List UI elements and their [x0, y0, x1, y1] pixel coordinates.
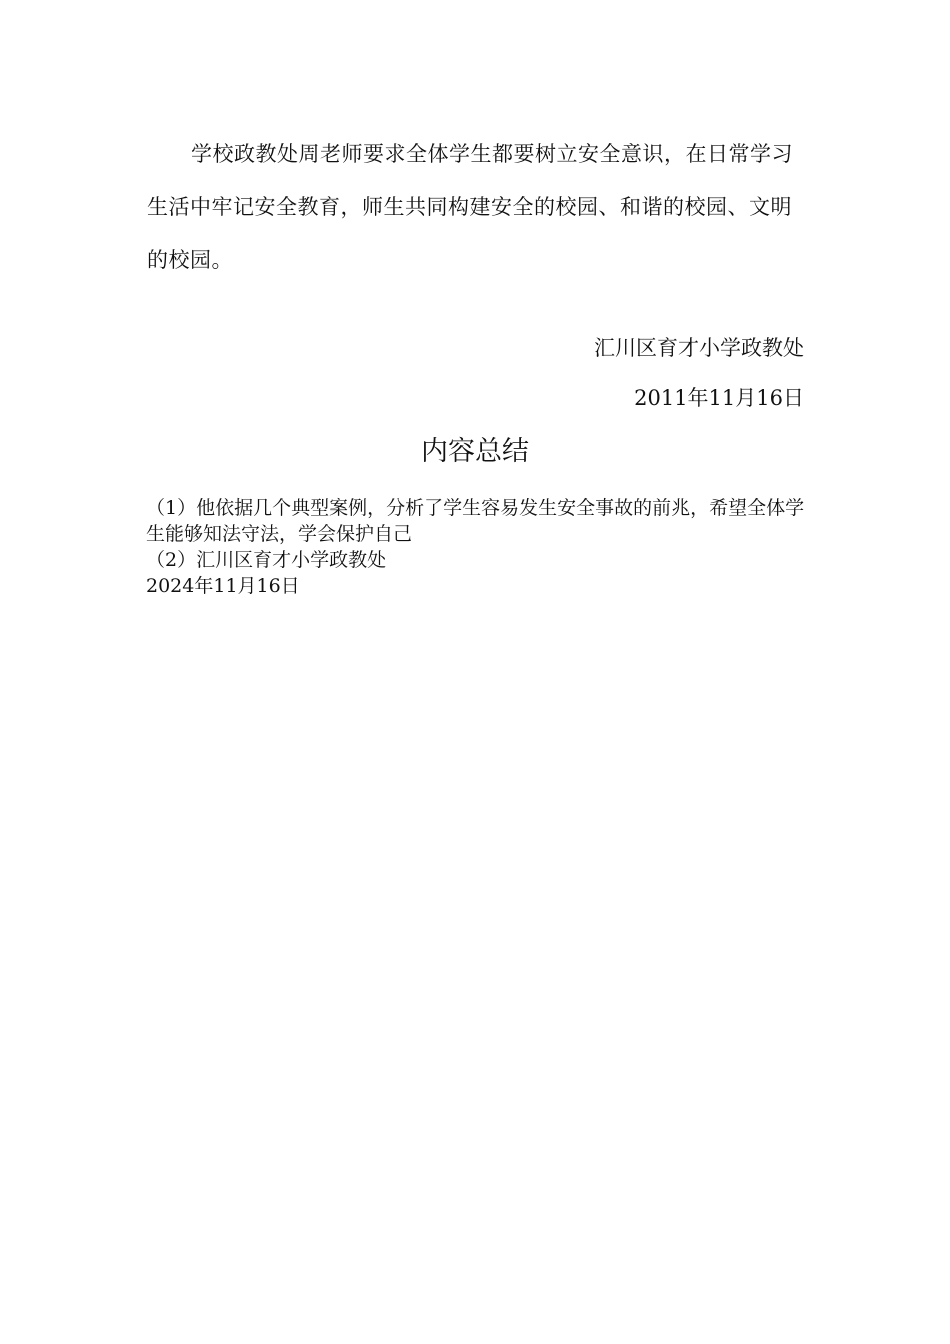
summary-item-1: （1）他依据几个典型案例，分析了学生容易发生安全事故的前兆，希望全体学生能够知法守法，学会保护自己	[146, 497, 805, 545]
summary-title: 内容总结	[421, 436, 529, 467]
signature-organization: 汇川区育才小学政教处	[594, 336, 804, 360]
summary-item-2: （2）汇川区育才小学政教处	[146, 549, 387, 571]
signature-date: 2011年11月16日	[634, 386, 804, 410]
body-paragraph: 学校政教处周老师要求全体学生都要树立安全意识，在日常学习生活中牢记安全教育，师生共同构建安全的校园、和谐的校园、文明的校园。	[147, 142, 793, 272]
summary-item-3: 2024年11月16日	[146, 575, 300, 597]
summary-section	[146, 495, 811, 599]
